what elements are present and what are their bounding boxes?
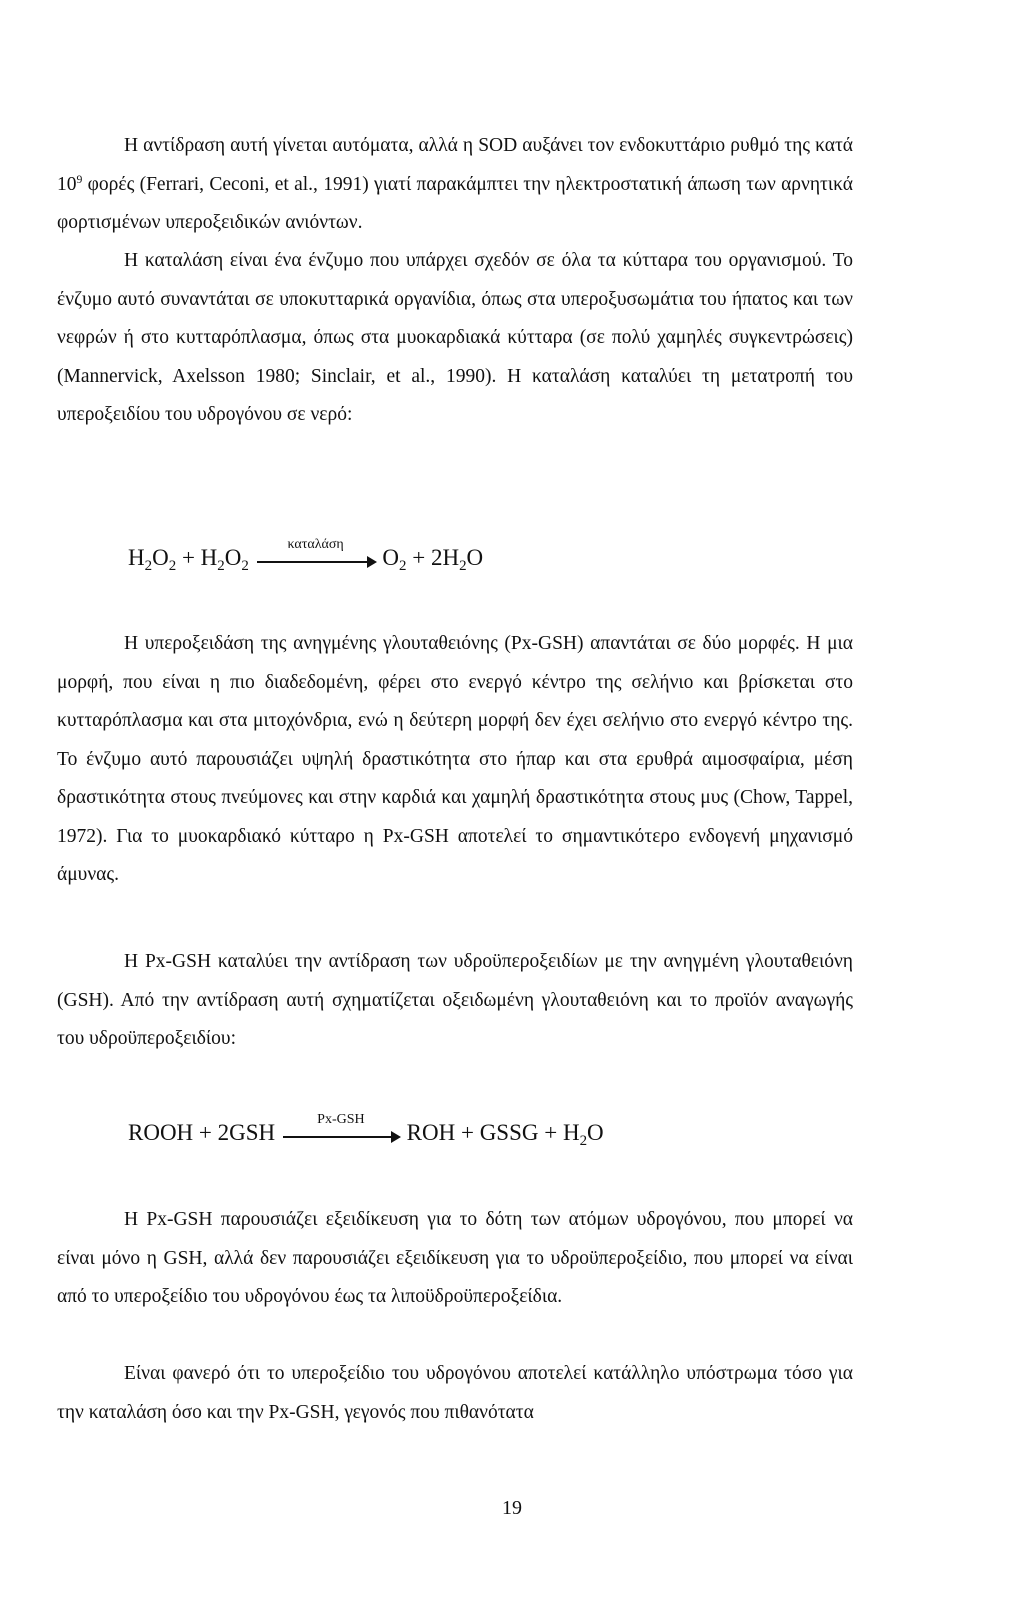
- paragraph-sod-text-1: Η αντίδραση αυτή γίνεται αυτόματα, αλλά η SOD αυξάνει τον ενδοκυττάριο ρυθμό της κατά 10: [57, 135, 853, 195]
- arrow-icon: [283, 1136, 399, 1138]
- arrow-icon: [257, 561, 375, 563]
- catalase-equation: [128, 536, 484, 575]
- eq1-sub: 2: [217, 558, 225, 575]
- reaction-arrow: [257, 536, 375, 563]
- eq1-sub: 2: [398, 558, 407, 575]
- eq1-plus: +: [412, 545, 426, 570]
- eq2-products: ROH + GSSG + H: [406, 1120, 580, 1145]
- eq1-h: H: [128, 545, 145, 570]
- paragraph-catalase: Η καταλάση είναι ένα ένζυμο που υπάρχει σχεδόν σε όλα τα κύτταρα του οργανισμού. Το ένζυμο αυτό συναντάται σε υποκυτταρικά οργανίδια, όπως στα υπεροξυσωμάτια του ήπατος και των νεφρών ή στο κυτταρόπλασμα, όπως στα μυοκαρδιακά κύτταρα (σε πολύ χαμηλές συγκεντρώσεις) (Mannervick, Axelsson 1980; Sinclair, et al., 1990). Η καταλάση καταλύει τη μετατροπή του υπεροξειδίου του υδρογόνου σε νερό:: [57, 250, 853, 425]
- eq1-sub: 2: [241, 558, 249, 575]
- paragraph-px-gsh-reaction: Η Px-GSH καταλύει την αντίδραση των υδροϋπεροξειδίων με την ανηγμένη γλουταθειόνη (GSH). Από την αντίδραση αυτή σχηματίζεται οξειδωμένη γλουταθειόνη και το προϊόν αναγωγής του υδροϋπεροξειδίου:: [57, 951, 853, 1049]
- eq1-o: O: [152, 545, 169, 570]
- eq1-o: O: [466, 545, 484, 570]
- page-number: 19: [502, 1497, 522, 1519]
- eq2-sub: 2: [579, 1133, 588, 1150]
- eq1-o: O: [382, 545, 399, 570]
- reaction-arrow: [283, 1111, 399, 1138]
- px-gsh-equation: [128, 1111, 604, 1150]
- exponent: 9: [76, 172, 83, 186]
- eq1-sub: 2: [459, 558, 467, 575]
- eq1-plus: +: [181, 545, 195, 570]
- eq1-coefficient: 2H: [430, 545, 460, 570]
- eq1-sub: 2: [168, 558, 177, 575]
- arrow-catalyst-label: καταλάση: [287, 536, 344, 552]
- eq2-o: O: [587, 1120, 604, 1145]
- arrow-catalyst-label: Px-GSH: [317, 1111, 365, 1127]
- eq1-sub: 2: [144, 558, 153, 575]
- paragraph-specificity: Η Px-GSH παρουσιάζει εξειδίκευση για το δότη των ατόμων υδρογόνου, που μπορεί να είναι μόνο η GSH, αλλά δεν παρουσιάζει εξειδίκευση για το υδροϋπεροξείδιο, που μπορεί να είναι από το υπεροξείδιο του υδρογόνου έως τα λιποϋδροϋπεροξείδια.: [57, 1209, 853, 1307]
- eq2-reactants: ROOH + 2GSH: [128, 1120, 276, 1145]
- paragraph-px-gsh-forms: Η υπεροξειδάση της ανηγμένης γλουταθειόνης (Px-GSH) απαντάται σε δύο μορφές. Η μια μορφή, που είναι η πιο διαδεδομένη, φέρει στο ενεργό κέντρο της σελήνιο και βρίσκεται στο κυτταρόπλασμα και στα μιτοχόνδρια, ενώ η δεύτερη μορφή δεν έχει σελήνιο στο ενεργό κέντρο της. Το ένζυμο αυτό παρουσιάζει υψηλή δραστικότητα στο ήπαρ και στα ερυθρά αιμοσφαίρια, μέση δραστικότητα στους πνεύμονες και στην καρδιά και χαμηλή δραστικότητα στους μυς (Chow, Tappel, 1972). Για το μυοκαρδιακό κύτταρο η Px-GSH αποτελεί το σημαντικότερο ενδογενή μηχανισμό άμυνας.: [57, 633, 853, 885]
- paragraph-substrate: Είναι φανερό ότι το υπεροξείδιο του υδρογόνου αποτελεί κατάλληλο υπόστρωμα τόσο για την καταλάση όσο και την Px-GSH, γεγονός που πιθανότατα: [57, 1363, 853, 1423]
- paragraph-sod: [57, 127, 853, 243]
- eq1-o: O: [224, 545, 242, 570]
- paragraph-sod-text-2: φορές (Ferrari, Ceconi, et al., 1991) γιατί παρακάμπτει την ηλεκτροστατική άπωση των αρνητικά φορτισμένων υπεροξειδικών ανιόντων.: [57, 173, 853, 233]
- eq1-h: H: [200, 545, 218, 570]
